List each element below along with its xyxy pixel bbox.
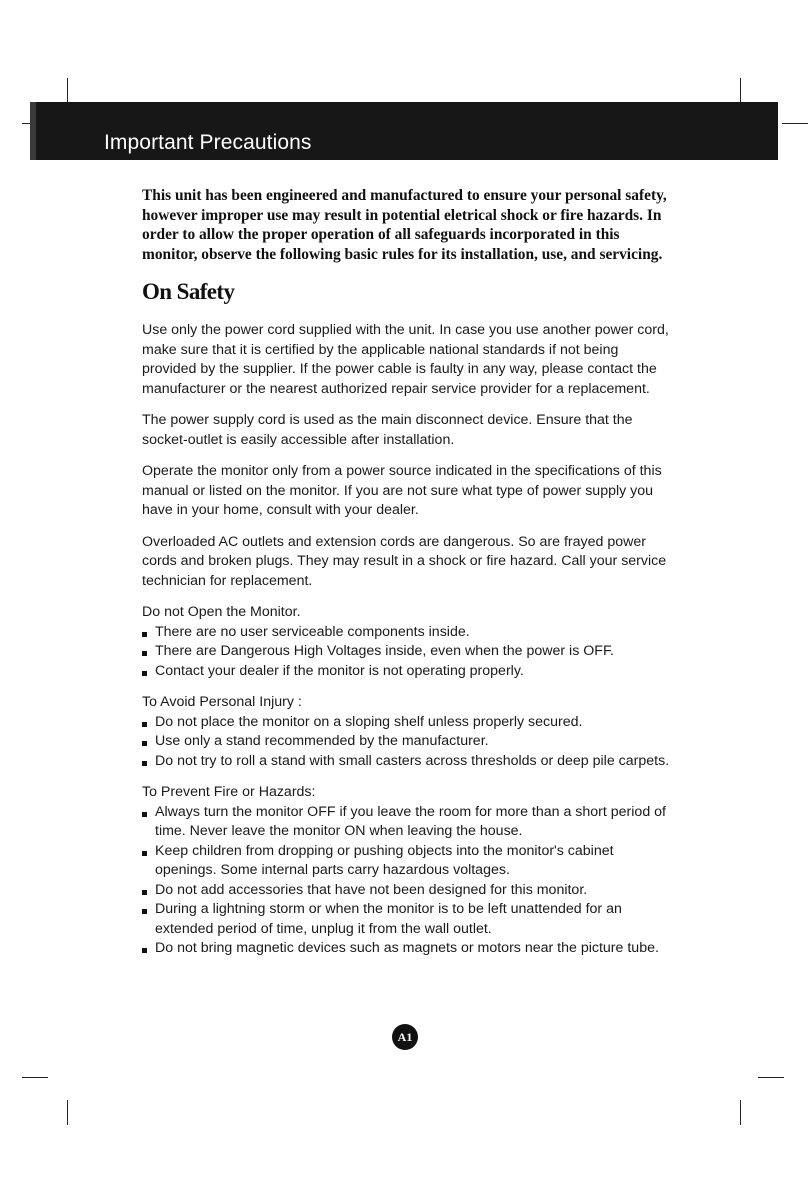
list-item (142, 881, 672, 901)
bullet-square-icon (142, 812, 147, 817)
intro-paragraph: This unit has been engineered and manufactured to ensure your personal safety, however improper use may result in potential eletrical shock or fire hazards. In order to allow the proper operation of all safeguards incorporated in this monitor, observe the following basic rules for its installation, use, and servicing. (142, 187, 667, 263)
list-title: To Avoid Personal Injury : (142, 694, 302, 710)
list-item-text: Use only a stand recommended by the manufacturer. (155, 733, 489, 749)
header-bar-edge (30, 102, 36, 160)
list-item-text: Contact your dealer if the monitor is not operating properly. (155, 662, 524, 679)
list-item-text: Keep children from dropping or pushing objects into the monitor's cabinet openings. Some internal parts carry hazardous voltages. (155, 842, 614, 878)
list-item-text: Always turn the monitor OFF if you leave the room for more than a short period of time. Never leave the monitor ON when leaving the house. (155, 803, 666, 839)
list-item (142, 662, 672, 682)
paragraph: The power supply cord is used as the main disconnect device. Ensure that the socket-outlet is easily accessible after installation. (142, 412, 633, 448)
page-number-badge: A1 (392, 1024, 418, 1050)
bullet-square-icon (142, 741, 147, 746)
bullet-list (142, 623, 672, 682)
bullet-square-icon (142, 632, 147, 637)
crop-mark (67, 78, 68, 103)
list-item (142, 642, 672, 662)
list-title: Do not Open the Monitor. (142, 604, 301, 620)
list-item (142, 939, 672, 959)
list-item (142, 713, 672, 733)
main-content (142, 186, 672, 971)
list-item (142, 842, 672, 881)
list-item-text: Do not bring magnetic devices such as magnets or motors near the picture tube. (155, 940, 659, 956)
section-heading: On Safety (142, 279, 235, 304)
list-item (142, 623, 672, 643)
page-title: Important Precautions (104, 131, 312, 154)
bullet-square-icon (142, 948, 147, 953)
list-item (142, 900, 672, 939)
bullet-square-icon (142, 761, 147, 766)
list-item (142, 732, 672, 752)
bullet-square-icon (142, 851, 147, 856)
list-item-text: Do not add accessories that have not been designed for this monitor. (155, 881, 588, 898)
crop-mark (67, 1100, 68, 1125)
crop-mark (758, 1077, 784, 1078)
list-item (142, 803, 672, 842)
bullet-square-icon (142, 909, 147, 914)
bullet-square-icon (142, 722, 147, 727)
list-title: To Prevent Fire or Hazards: (142, 784, 316, 800)
crop-mark (740, 78, 741, 103)
bullet-square-icon (142, 671, 147, 676)
paragraph: Overloaded AC outlets and extension cords are dangerous. So are frayed power cords and broken plugs. They may result in a shock or fire hazard. Call your service technician for replacement. (142, 533, 667, 589)
paragraph: Operate the monitor only from a power source indicated in the specifications of this manual or listed on the monitor. If you are not sure what type of power supply you have in your home, consult with your dealer. (142, 463, 662, 518)
crop-mark (22, 1077, 48, 1078)
bullet-square-icon (142, 890, 147, 895)
crop-mark (782, 123, 808, 124)
paragraph: Use only the power cord supplied with the unit. In case you use another power cord, make sure that it is certified by the applicable national standards if not being provided by the supplier. If the power cable is faulty in any way, please contact the manufacturer or the nearest authorized repair service provider for a replacement. (142, 322, 669, 397)
bullet-list (142, 803, 672, 959)
list-item (142, 752, 672, 772)
list-item-text: During a lightning storm or when the monitor is to be left unattended for an extended period of time, unplug it from the wall outlet. (155, 901, 622, 937)
bullet-square-icon (142, 651, 147, 656)
list-item-text: Do not try to roll a stand with small casters across thresholds or deep pile carpets. (155, 752, 670, 769)
bullet-list (142, 713, 672, 772)
list-item-text: There are no user serviceable components inside. (155, 623, 470, 640)
list-item-text: Do not place the monitor on a sloping shelf unless properly secured. (155, 713, 583, 730)
list-item-text: There are Dangerous High Voltages inside, even when the power is OFF. (155, 643, 614, 659)
crop-mark (740, 1100, 741, 1125)
